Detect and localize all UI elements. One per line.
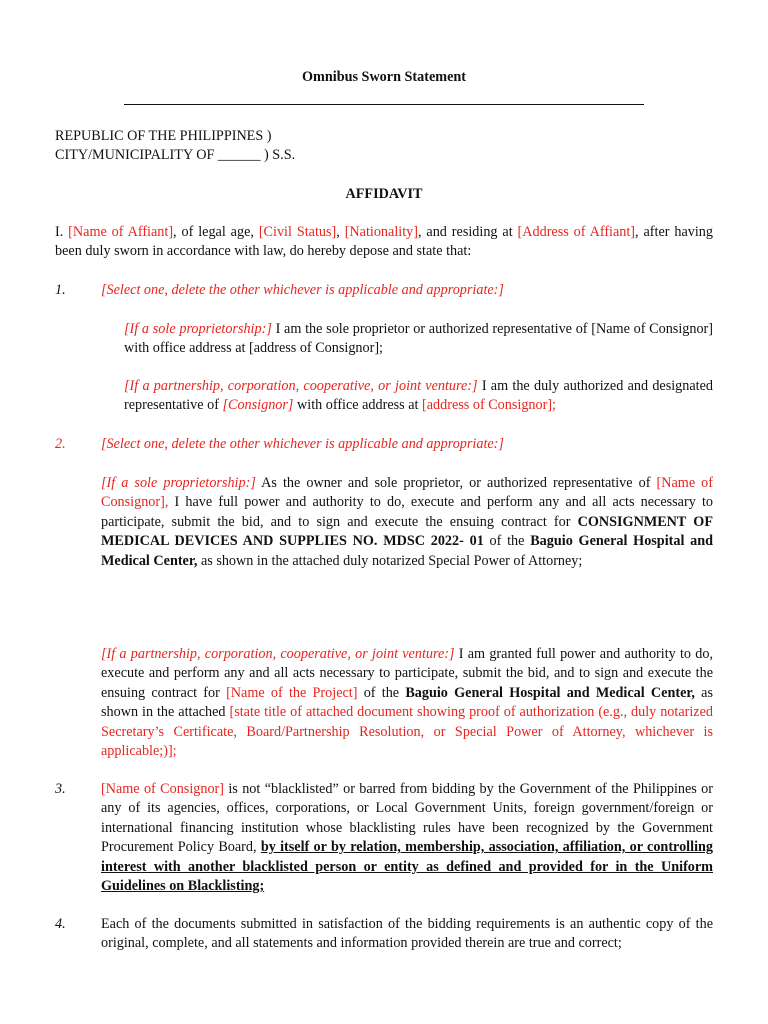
item-2-option-b	[101, 645, 713, 761]
item-1-option-a-text: I am the sole proprietor or authorized representative of [Name of Consignor] with office address at [address of Consignor];	[124, 321, 714, 357]
intro-text: , and residing at	[417, 224, 518, 240]
civil-status-placeholder: [Civil Status]	[258, 224, 337, 240]
blacklisting-clause: by itself or by relation, membership, association, affiliation, or controlling interest with another blacklisted person or entity as defined and provided for in the Uniform Guidelines on Blacklisting;	[101, 839, 713, 895]
item-2-option-a-text: of the	[483, 533, 531, 550]
consignor-name-placeholder: [Name of Consignor],	[101, 475, 714, 511]
item-2-option-b-text: of the	[357, 684, 406, 701]
item-3-text: is not “blacklisted” or barred from bidding by the Government of the Philippines or any of its agencies, offices, corporations, or Local Government Units, foreign government/foreign or international financing institution whose blacklisting rules have been recognized by the Government Procurement Policy Board,	[101, 781, 713, 856]
nationality-placeholder: [Nationality]	[344, 224, 418, 240]
item-2-number: 2.	[55, 436, 66, 452]
consignor-placeholder: [Consignor]	[222, 397, 294, 414]
consignor-address-placeholder: [address of Consignor];	[422, 397, 557, 414]
hospital-name: Baguio General Hospital and Medical Center,	[405, 684, 695, 701]
item-1-select-instruction: [Select one, delete the other whichever is applicable and appropriate:]	[101, 282, 504, 298]
affidavit-heading: AFFIDAVIT	[345, 186, 423, 202]
intro-text: I.	[55, 224, 69, 240]
consignor-name-placeholder: [Name of Consignor]	[101, 781, 224, 797]
intro-text: , after having been duly sworn in accordance with law, do hereby depose and state that:	[55, 224, 713, 260]
item-3-paragraph	[101, 780, 713, 896]
hospital-name: Baguio General Hospital and Medical Center,	[101, 533, 714, 569]
sole-proprietorship-tag: [If a sole proprietorship:]	[101, 475, 256, 491]
title-underline	[124, 104, 644, 105]
item-4-number: 4.	[55, 916, 66, 932]
intro-paragraph	[55, 223, 713, 262]
item-2-option-a-text: as shown in the attached duly notarized Special Power of Attorney;	[197, 552, 583, 569]
affiant-name-placeholder: [Name of Affiant]	[68, 224, 174, 240]
item-1-number: 1.	[55, 282, 66, 298]
item-1-option-b-text: with office address at	[293, 397, 423, 414]
item-1-option-b	[124, 377, 713, 416]
authorization-document-placeholder: [state title of attached document showing proof of authorization (e.g., duly notarized Secretary’s Certificate, Board/Partnership Resolution, or Special Power of Attorney, whichever is applicable;)];	[101, 704, 713, 760]
document-title: Omnibus Sworn Statement	[302, 69, 466, 85]
sole-proprietorship-tag: [If a sole proprietorship:]	[124, 321, 272, 337]
venue-line-2: CITY/MUNICIPALITY OF ______ ) S.S.	[55, 147, 296, 163]
item-3-number: 3.	[55, 781, 66, 797]
item-2-option-b-text: I am granted full power and authority to do, execute and perform any and all acts necessary to participate, submit the bid, and to sign and execute the ensuing contract for	[101, 646, 714, 701]
intro-text: ,	[336, 224, 345, 240]
item-4-paragraph: Each of the documents submitted in satisfaction of the bidding requirements is an authentic copy of the original, complete, and all statements and information provided therein are true and correct;	[101, 916, 713, 952]
intro-text: , of legal age,	[173, 224, 259, 240]
item-1-option-b-text: I am the duly authorized and designated representative of	[124, 378, 713, 414]
item-2-option-a	[101, 474, 713, 571]
item-2-option-b-text: as shown in the attached	[101, 684, 713, 721]
contract-title: CONSIGNMENT OF MEDICAL DEVICES AND SUPPLIES NO. MDSC 2022- 01	[101, 513, 713, 550]
partnership-tag: [If a partnership, corporation, cooperative, or joint venture:]	[124, 378, 478, 394]
item-2-select-instruction: [Select one, delete the other whichever is applicable and appropriate:]	[101, 436, 504, 452]
venue-line-1: REPUBLIC OF THE PHILIPPINES )	[55, 128, 272, 144]
item-1-option-a	[124, 320, 713, 359]
partnership-tag: [If a partnership, corporation, cooperative, or joint venture:]	[101, 646, 455, 662]
item-2-option-a-text: I have full power and authority to do, execute and perform any and all acts necessary to participate, submit the bid, and to sign and execute the ensuing contract for	[101, 494, 713, 530]
affiant-address-placeholder: [Address of Affiant]	[517, 224, 636, 240]
project-name-placeholder: [Name of the Project]	[226, 684, 358, 701]
item-2-option-a-text: As the owner and sole proprietor, or authorized representative of	[255, 475, 657, 491]
